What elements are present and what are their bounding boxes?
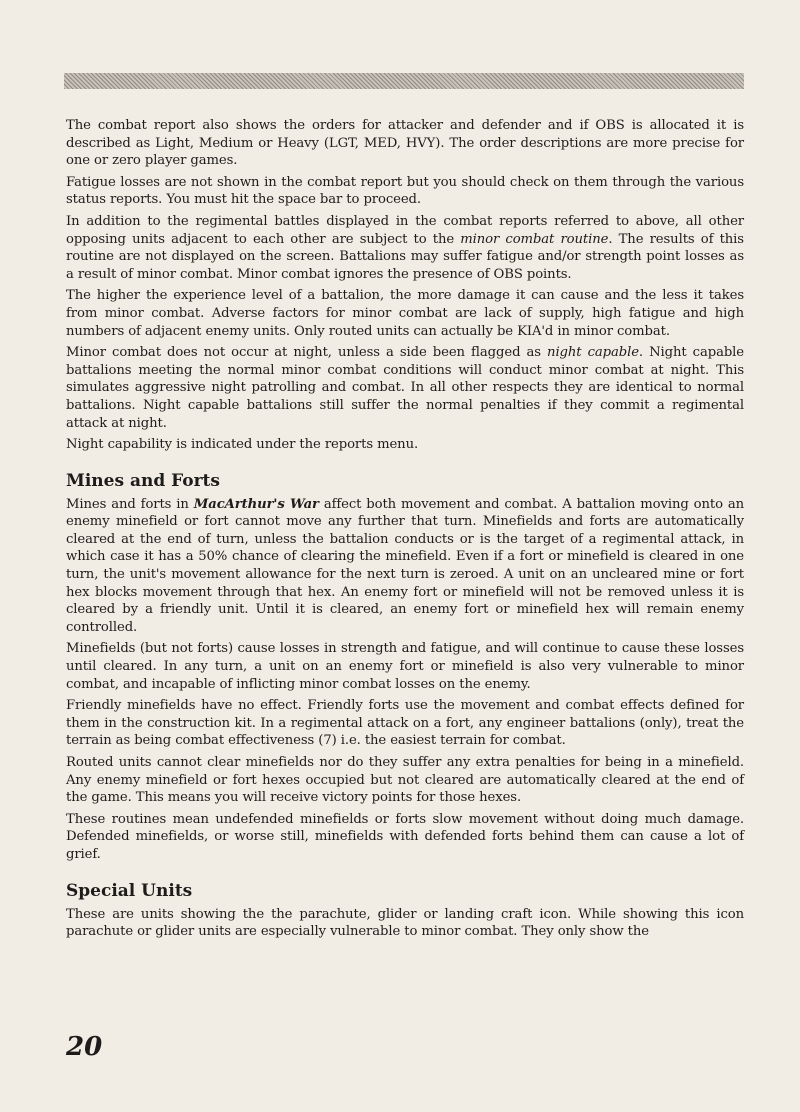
game-title: MacArthur's War (193, 496, 319, 512)
page-content (66, 117, 744, 945)
term-minor-combat-routine: minor combat routine (460, 231, 609, 247)
paragraph-fatigue-losses: Fatigue losses are not shown in the combat report but you should check on them through the various status reports. You must hit the space bar to proceed. (66, 174, 744, 208)
paragraph-mines-forts-effects: Mines and forts in MacArthur's War affect both movement and combat. A battalion moving onto an enemy minefield or fort cannot move any further that turn. Minefields and forts are automatically cleared at the end of turn, unless the battalion conducts or is the target of a regimental attack, in which case it has a 50% chance of clearing the minefield. Even if a fort or minefield is cleared in one turn, the unit's movement allowance for the next turn is zeroed. A unit on an uncleared mine or fort hex blocks movement through that hex. An enemy fort or minefield will not be removed unless it is cleared by a friendly unit. Until it is cleared, an enemy fort or minefield hex will remain enemy controlled. (66, 496, 744, 635)
section-heading-mines-forts: Mines and Forts (66, 470, 220, 491)
paragraph-minor-combat-intro: In addition to the regimental battles displayed in the combat reports referred to above, all other opposing units adjacent to each other are subject to the minor combat routine. The results of this routine are not displayed on the screen. Battalions may suffer fatigue and/or strength point losses as a result of minor combat. Minor combat ignores the presence of OBS points. (66, 213, 744, 282)
paragraph-night-capability: Night capability is indicated under the reports menu. (66, 437, 419, 453)
page-number: 20 (66, 1032, 103, 1062)
term-night-capable: night capable (547, 345, 639, 361)
decorative-header-rule (64, 73, 744, 89)
paragraph-friendly-minefields: Friendly minefields have no effect. Friendly forts use the movement and combat effects defined for them in the construction kit. In a regimental attack on a fort, any engineer battalions (only), treat the terrain as being combat effectiveness (7) i.e. the easiest terrain for combat. (66, 698, 744, 749)
paragraph-routed-units: Routed units cannot clear minefields nor do they suffer any extra penalties for being in a minefield. Any enemy minefield or fort hexes occupied but not cleared are automatically cleared at the end of the game. This means you will receive victory points for those hexes. (66, 755, 744, 806)
paragraph-night-combat: Minor combat does not occur at night, unless a side been flagged as night capable. Night capable battalions meeting the normal minor combat conditions will conduct minor combat at night. This simulates aggressive night patrolling and combat. In all other respects they are identical to normal battalions. Night capable battalions still suffer the normal penalties if they commit a regimental attack at night. (66, 345, 744, 431)
paragraph-combat-report: The combat report also shows the orders for attacker and defender and if OBS is allocated it is described as Light, Medium or Heavy (LGT, MED, HVY). The order descriptions are more precise for one or zero player games. (66, 118, 744, 169)
paragraph-minefield-losses: Minefields (but not forts) cause losses in strength and fatigue, and will continue to cause these losses until cleared. In any turn, a unit on an enemy fort or minefield is also very vulnerable to minor combat, and incapable of inflicting minor combat losses on the enemy. (66, 641, 744, 692)
paragraph-special-units: These are units showing the the parachute, glider or landing craft icon. While showing this icon parachute or glider units are especially vulnerable to minor combat. They only show the (66, 906, 744, 940)
paragraph-experience-level: The higher the experience level of a battalion, the more damage it can cause and the less it takes from minor combat. Adverse factors for minor combat are lack of supply, high fatigue and high numbers of adjacent enemy units. Only routed units can actually be KIA'd in minor combat. (66, 288, 744, 339)
paragraph-undefended-minefields: These routines mean undefended minefields or forts slow movement without doing much damage. Defended minefields, or worse still, minefields with defended forts behind them can cause a lot of grief. (66, 811, 744, 862)
section-heading-special-units: Special Units (66, 880, 193, 901)
